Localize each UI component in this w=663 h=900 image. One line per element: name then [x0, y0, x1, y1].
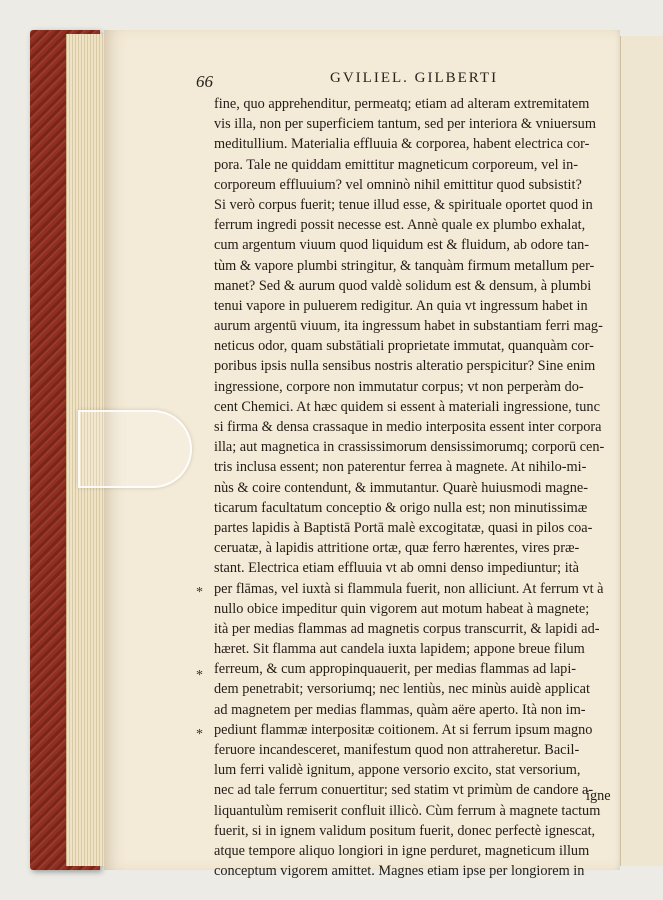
text-line: partes lapidis à Baptistā Portā malè excogitatæ, quasi in pilos coa- [214, 519, 593, 536]
text-block [214, 94, 614, 881]
text-line: pora. Tale ne quiddam emittitur magneticum corporeum, vel in- [214, 156, 578, 173]
text-line: manet? Sed & aurum quod valdè solidum est & densum, à plumbi [214, 277, 592, 294]
text-line: ticarum facultatum conceptio & origo nulla est; non minutissimæ [214, 499, 588, 516]
margin-asterisk: * [196, 585, 203, 600]
text-line: illa; aut magnetica in crassissimorum densissimorumq; corporū cen- [214, 439, 605, 456]
text-line: stant. Electrica etiam effluuia vt ab omni denso impediuntur; ità [214, 560, 579, 577]
text-line: ceruatæ, à lapidis attritione ortæ, quæ ferro hærentes, vires præ- [214, 540, 580, 557]
text-line: fine, quo apprehenditur, permeatq; etiam ad alteram extremitatem [214, 96, 590, 112]
text-line: tris inclusa essent; non paterentur ferrea à magnete. At nihilo-mi- [214, 459, 587, 476]
text-line: meditullium. Materialia effluuia & corporea, habent electrica cor- [214, 136, 590, 153]
text-line: ferrum ingredi possit necesse est. Annè quale ex plumbo exhalat, [214, 217, 586, 234]
text-line: liquantulùm remiserit confluit illicò. Cùm ferrum à magnete tactum [214, 802, 601, 819]
running-head: GVILIEL. GILBERTI [330, 70, 499, 86]
catchword: igne [586, 788, 611, 804]
page-number: 66 [196, 72, 213, 91]
text-line: per flāmas, vel iuxtà si flammula fuerit, non alliciunt. At ferrum vt à [214, 580, 604, 597]
text-line: ità per medias flammas ad magnetis corpus transcurrit, & lapidi ad- [214, 620, 600, 637]
text-line: si firma & densa crassaque in medio interposita essent inter corpora [214, 419, 602, 435]
text-line: dem penetrabit; versoriumq; nec lentiùs, nec minùs auidè applicat [214, 681, 590, 698]
text-line: cum argentum viuum quod liquidum est & fluidum, ab odore tan- [214, 237, 589, 254]
text-line: lum ferri validè ignitum, appone versorio excito, stat versorium, [214, 762, 581, 779]
text-line: nec ad tale ferrum conuertitur; sed statim vt primùm de candore a- [214, 782, 594, 799]
text-line: tenui vapore in puluerem redigitur. An quia vt ingressum habet in [214, 297, 588, 314]
text-line: pediunt flammæ interpositæ coitionem. At si ferrum ipsum magno [214, 721, 593, 738]
margin-asterisk: * [196, 727, 203, 742]
text-line: aurum argentū viuum, ita ingressum habet in substantiam ferri mag- [214, 318, 603, 335]
text-line: ad magnetem per medias flammas, quàm aëre aperto. Ità non im- [214, 701, 586, 718]
text-line: ingressione, corpore non immutatur corpus; vt non perperàm do- [214, 378, 584, 395]
facing-page-edge [620, 36, 663, 866]
text-line: neticus odor, quam substātiali proprietate immutat, quanquàm cor- [214, 338, 594, 355]
text-line: tùm & vapore plumbi stringitur, & tanquàm firmum metallum per- [214, 257, 595, 274]
text-line: vis illa, non per superficiem tantum, sed per interiora & vniuersum [214, 116, 596, 133]
text-line: nullo obice impeditur quin vigorem aut motum habeat à magnete; [214, 600, 590, 617]
text-line: ferreum, & cum appropinquauerit, per medias flammas ad lapi- [214, 661, 577, 678]
text-line: cent Chemici. At hæc quidem si essent à materiali ingressione, tunc [214, 398, 600, 415]
text-line: poribus ipsis nulla sensibus nostris alteratio perspicitur? Sine enim [214, 358, 596, 375]
text-line: corporeum effluuium? vel omninò nihil emittitur quod subsistit? [214, 176, 582, 193]
text-line: conceptum vigorem amittet. Magnes etiam ipse per longiorem in [214, 863, 585, 880]
text-line: fuerit, si in ignem validum positum fuerit, donec perfectè ignescat, [214, 822, 596, 839]
text-line: atque tempore aliquo longiori in igne perduret, magneticum illum [214, 842, 590, 859]
text-line: nùs & coire contendunt, & immutantur. Quarè huiusmodi magne- [214, 479, 589, 496]
text-line: hæret. Sit flamma aut candela iuxta lapidem; appone breue filum [214, 641, 585, 658]
text-line: Si verò corpus fuerit; tenue illud esse, & spirituale oportet quod in [214, 196, 593, 213]
margin-asterisk: * [196, 668, 203, 683]
page-clip [78, 410, 192, 488]
text-line: feruore incandesceret, manifestum quod non attraheretur. Bacil- [214, 742, 580, 758]
